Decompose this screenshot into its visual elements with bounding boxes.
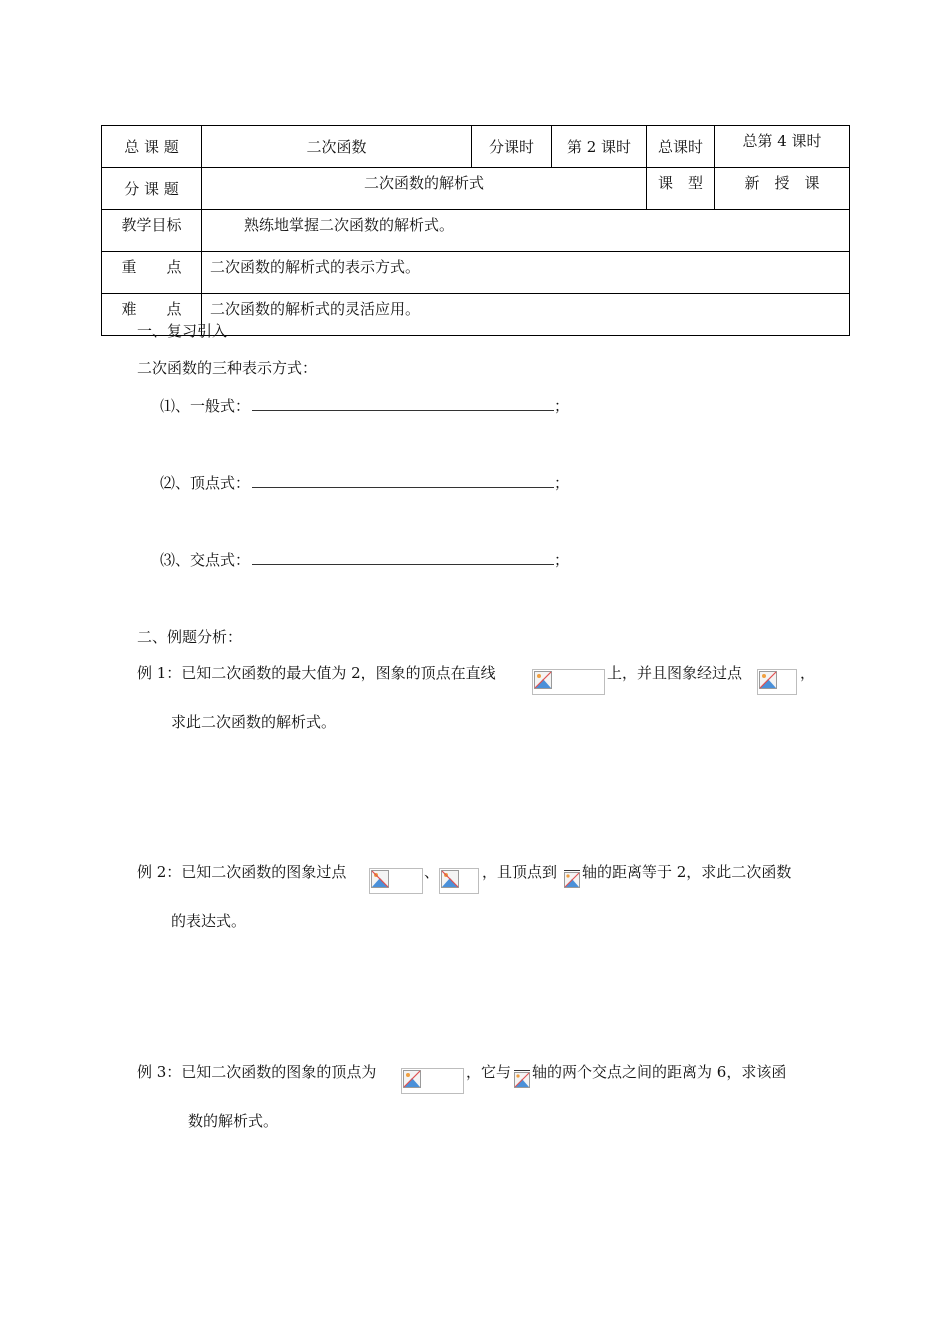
key-point-label: 重 点	[102, 252, 202, 294]
section1-heading: 一、复习引入	[137, 322, 228, 340]
total-topic-label: 总 课 题	[102, 126, 202, 168]
lesson-header-table	[101, 125, 850, 336]
broken-image-icon	[441, 870, 459, 888]
form-vertex	[160, 472, 569, 493]
example1-text-b: 上，并且图象经过点	[607, 664, 743, 682]
example1-line2: 求此二次函数的解析式。	[171, 713, 337, 731]
example3-text-a: 例 3：已知二次函数的图象的顶点为	[137, 1063, 377, 1081]
example3-text-c: 轴的两个交点之间的距离为 6，求该函	[532, 1063, 787, 1081]
example1-line-image	[532, 669, 605, 695]
form-general-label: ⑴、一般式：	[160, 397, 251, 415]
broken-image-icon	[759, 671, 777, 689]
form-intercept-end: ；	[554, 551, 570, 569]
example3-line2: 数的解析式。	[188, 1112, 279, 1130]
form-intercept-label: ⑶、交点式：	[160, 551, 251, 569]
section2-heading: 二、例题分析：	[137, 628, 243, 646]
lesson-type-label: 课 型	[647, 168, 715, 210]
difficulty-label: 难 点	[102, 294, 202, 336]
key-point-value: 二次函数的解析式的表示方式。	[202, 252, 850, 294]
example1-text-a: 例 1：已知二次函数的最大值为 2，图象的顶点在直线	[137, 664, 496, 682]
section1-intro: 二次函数的三种表示方式：	[137, 359, 318, 377]
total-period-label: 总课时	[647, 126, 715, 168]
sub-topic-label: 分 课 题	[102, 168, 202, 210]
objective-value: 熟练地掌握二次函数的解析式。	[202, 210, 850, 252]
example2-text-c: 轴的距离等于 2，求此二次函数	[582, 863, 792, 881]
sub-period-label: 分课时	[472, 126, 552, 168]
example1-text-c: ，	[800, 664, 816, 682]
example2-point1-image	[369, 868, 423, 894]
form-vertex-end: ；	[554, 474, 570, 492]
objective-label: 教学目标	[102, 210, 202, 252]
example2-text-b: ，且顶点到	[482, 863, 558, 881]
broken-image-icon	[403, 1070, 421, 1088]
broken-image-icon	[534, 671, 552, 689]
form-vertex-blank	[252, 473, 554, 488]
broken-image-icon	[371, 870, 389, 888]
example1-point-image	[757, 669, 797, 695]
example2-text-a: 例 2：已知二次函数的图象过点	[137, 863, 347, 881]
example3-vertex-image	[401, 1068, 464, 1094]
example2-point2-image	[439, 868, 479, 894]
broken-image-icon	[514, 1070, 530, 1090]
broken-image-icon	[564, 870, 580, 890]
difficulty-value: 二次函数的解析式的灵活应用。	[202, 294, 850, 336]
form-general-blank	[252, 396, 554, 411]
form-intercept-blank	[252, 550, 554, 565]
total-topic-value: 二次函数	[202, 126, 472, 168]
example2-sep: 、	[424, 863, 440, 881]
form-vertex-label: ⑵、顶点式：	[160, 474, 251, 492]
form-general-end: ；	[554, 397, 570, 415]
form-general	[160, 395, 569, 416]
total-period-value: 总第 4 课时	[715, 126, 850, 168]
example3-text-b: ，它与	[466, 1063, 512, 1081]
sub-topic-value: 二次函数的解析式	[202, 168, 647, 210]
example2-line2: 的表达式。	[171, 912, 247, 930]
form-intercept	[160, 549, 569, 570]
lesson-type-value: 新 授 课	[715, 168, 850, 210]
sub-period-value: 第 2 课时	[552, 126, 647, 168]
